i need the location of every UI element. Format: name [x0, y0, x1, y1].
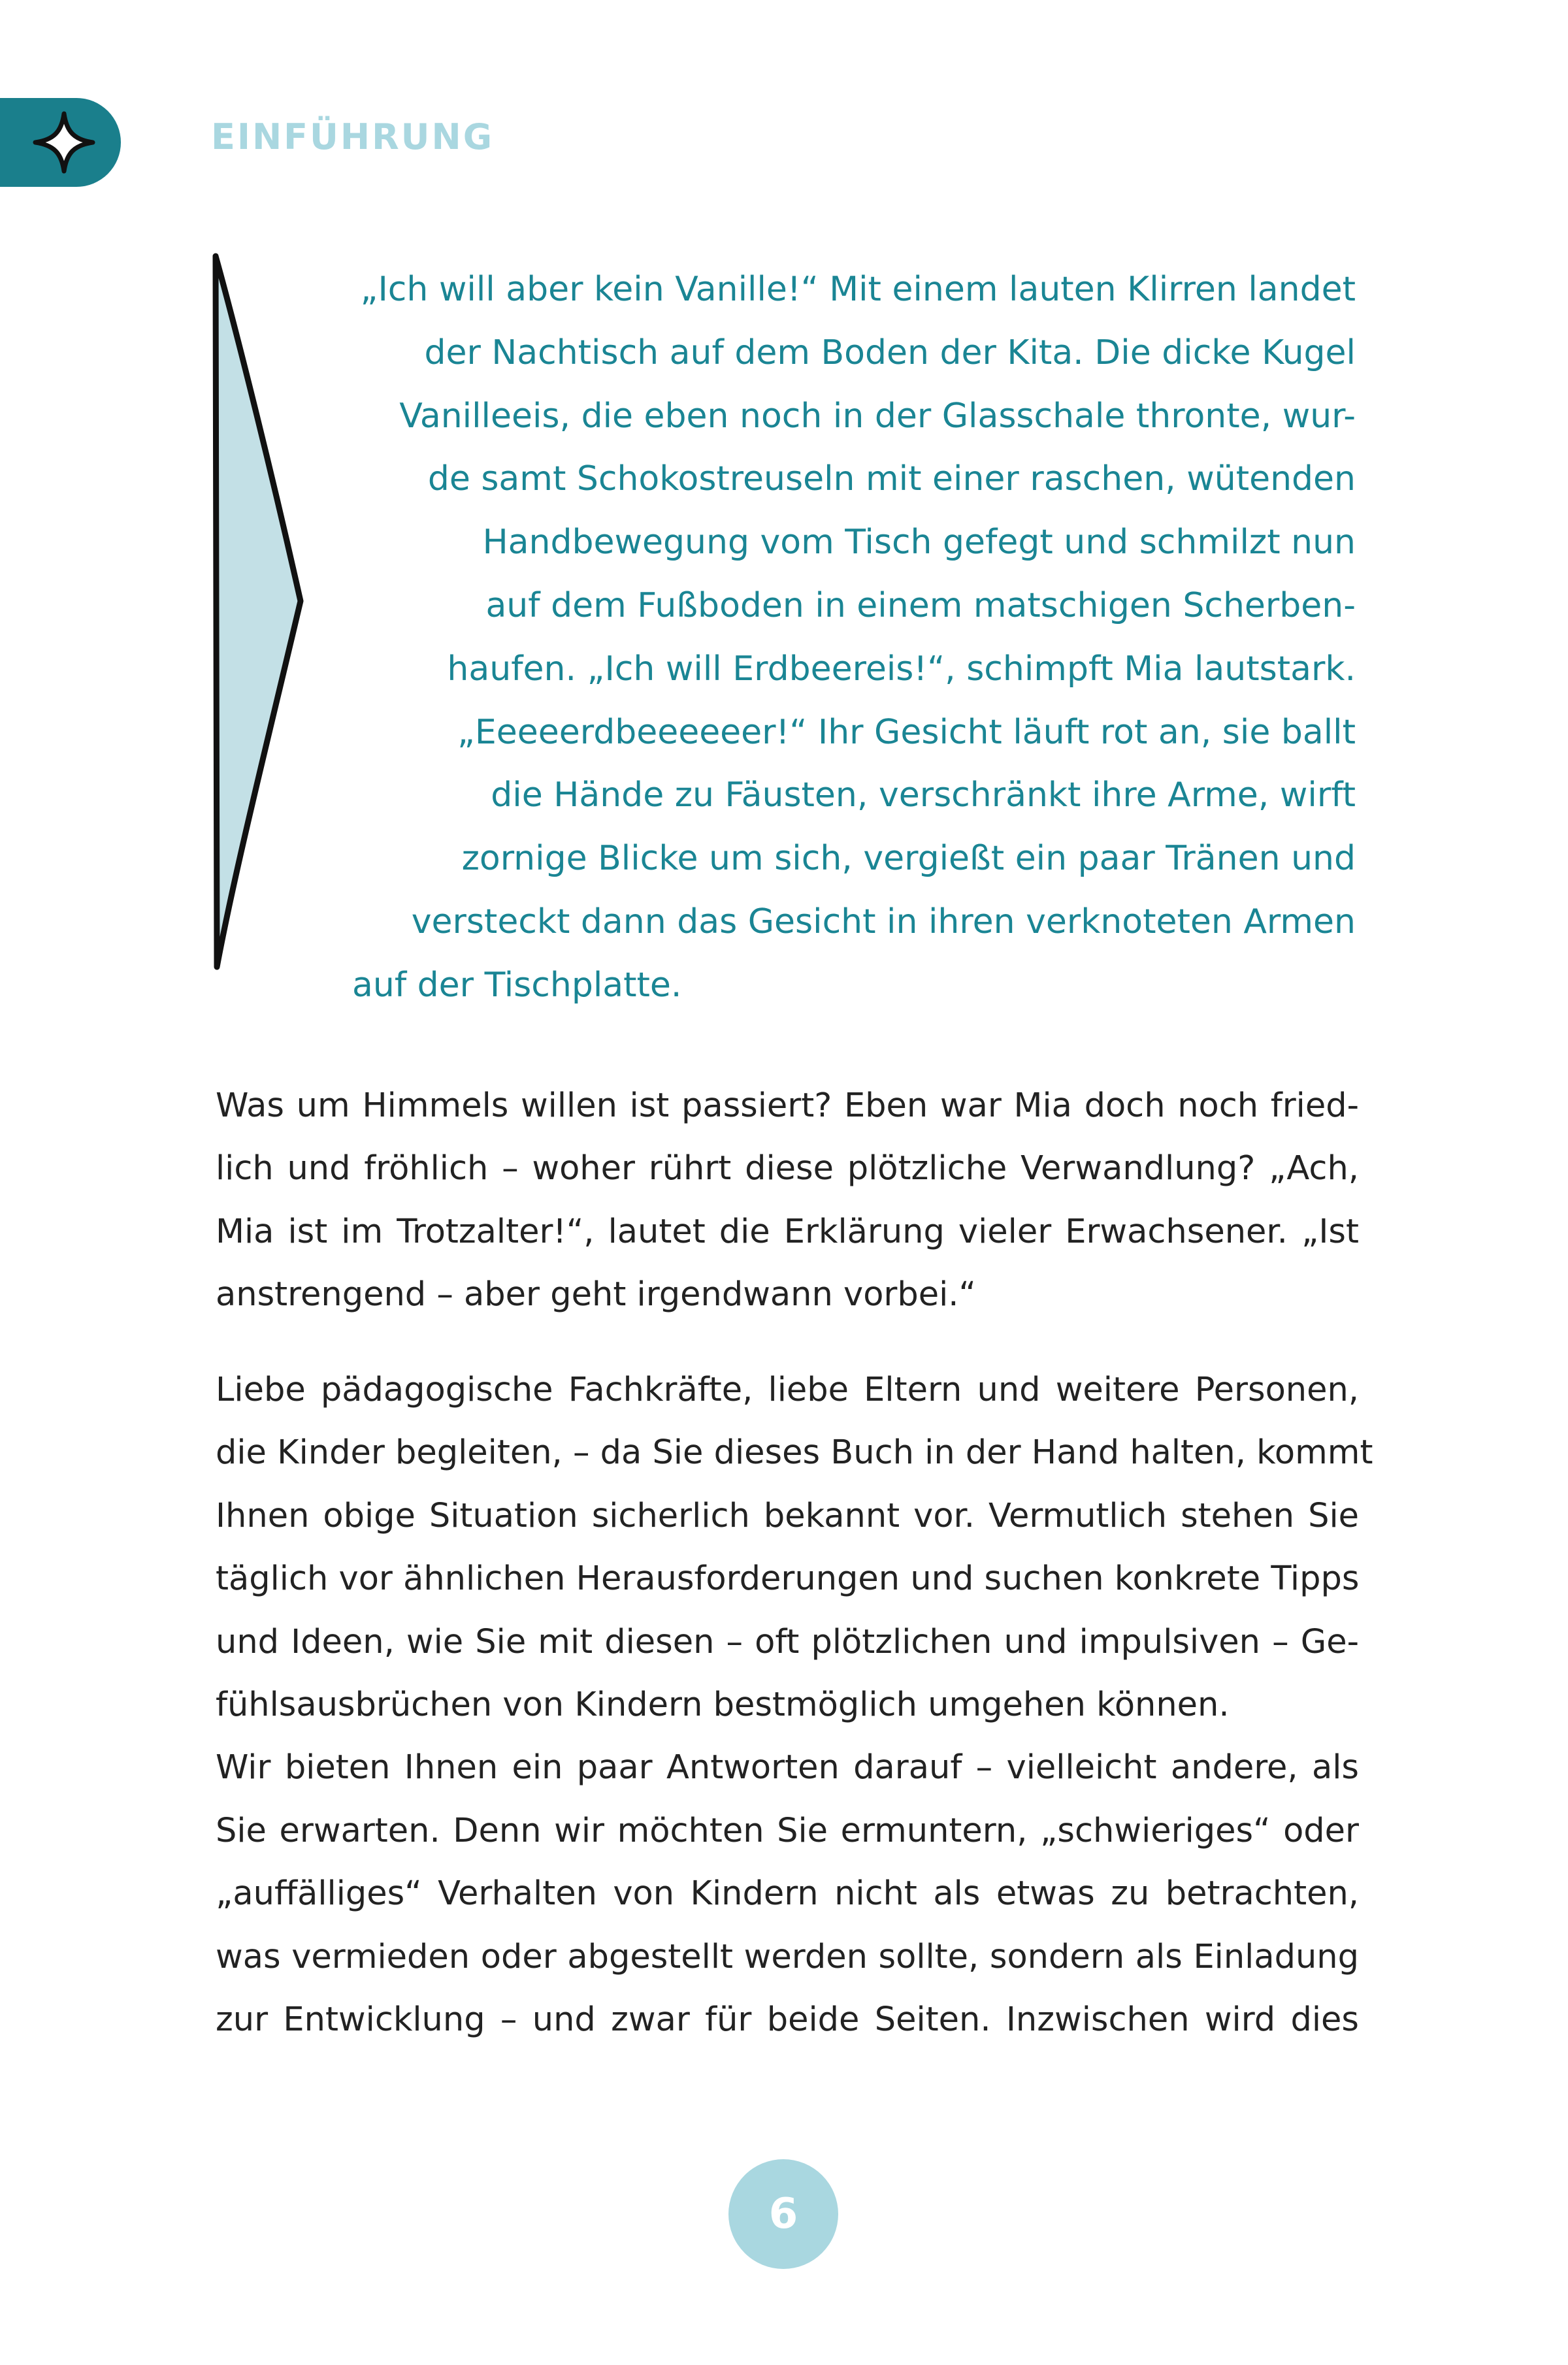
arrow-decoration — [208, 248, 312, 980]
story-quote — [330, 258, 1356, 1017]
quote-line: zornige Blicke um sich, vergießt ein paar Tränen und — [461, 839, 1356, 879]
body-line: Wir bieten Ihnen ein paar Antworten darauf – vielleicht andere, als — [216, 1748, 1359, 1787]
body-line: die Kinder begleiten, – da Sie dieses Buch in der Hand halten, kommt — [216, 1433, 1373, 1473]
quote-line: der Nachtisch auf dem Boden der Kita. Die dicke Kugel — [424, 333, 1356, 372]
body-paragraph-1 — [216, 1075, 1359, 1327]
body-line: Liebe pädagogische Fachkräfte, liebe Eltern und weitere Personen, — [216, 1371, 1359, 1409]
quote-line: „Eeeeerdbeeeeeer!“ Ihr Gesicht läuft rot an, sie ballt — [457, 712, 1356, 752]
body-line: und Ideen, wie Sie mit diesen – oft plötzlichen und impulsiven – Ge- — [216, 1622, 1359, 1661]
quote-line: „Ich will aber kein Vanille!“ Mit einem lauten Klirren landet — [360, 270, 1356, 309]
page-number: 6 — [728, 2159, 838, 2269]
quote-line: auf der Tischplatte. — [352, 965, 682, 1005]
quote-line: die Hände zu Fäusten, verschränkt ihre Arme, wirft — [491, 775, 1356, 815]
quote-line: Vanilleeis, die eben noch in der Glasschale thronte, wur- — [399, 396, 1356, 436]
quote-line: de samt Schokostreuseln mit einer raschen, wütenden — [427, 459, 1356, 499]
body-line: Was um Himmels willen ist passiert? Eben war Mia doch noch fried- — [216, 1086, 1359, 1125]
body-line: anstrengend – aber geht irgendwann vorbei.“ — [216, 1275, 976, 1314]
body-line: was vermieden oder abgestellt werden sollte, sondern als Einladung — [216, 1937, 1359, 1976]
quote-line: haufen. „Ich will Erdbeereis!“, schimpft Mia lautstark. — [447, 649, 1356, 689]
section-title: EINFÜHRUNG — [211, 116, 495, 157]
quote-line: versteckt dann das Gesicht in ihren verknoteten Armen — [411, 902, 1356, 941]
body-line: täglich vor ähnlichen Herausforderungen und suchen konkrete Tipps — [216, 1559, 1360, 1599]
body-line: lich und fröhlich – woher rührt diese plötzliche Verwandlung? „Ach, — [216, 1149, 1359, 1188]
body-line: fühlsausbrüchen von Kindern bestmöglich umgehen können. — [216, 1685, 1230, 1724]
body-line: „auffälliges“ Verhalten von Kindern nicht als etwas zu betrachten, — [216, 1874, 1359, 1914]
quote-line: auf dem Fußboden in einem matschigen Scherben- — [485, 585, 1356, 625]
body-paragraph-2 — [216, 1359, 1373, 2051]
chapter-tab — [0, 98, 121, 187]
quote-line: Handbewegung vom Tisch gefegt und schmilzt nun — [482, 523, 1356, 563]
body-line: Sie erwarten. Denn wir möchten Sie ermuntern, „schwieriges“ oder — [216, 1811, 1359, 1850]
body-line: Ihnen obige Situation sicherlich bekannt vor. Vermutlich stehen Sie — [216, 1496, 1359, 1535]
sparkle-icon — [31, 110, 97, 175]
body-line: Mia ist im Trotzalter!“, lautet die Erklärung vieler Erwachsener. „Ist — [216, 1212, 1359, 1251]
body-line: zur Entwicklung – und zwar für beide Seiten. Inzwischen wird dies — [216, 2000, 1359, 2039]
